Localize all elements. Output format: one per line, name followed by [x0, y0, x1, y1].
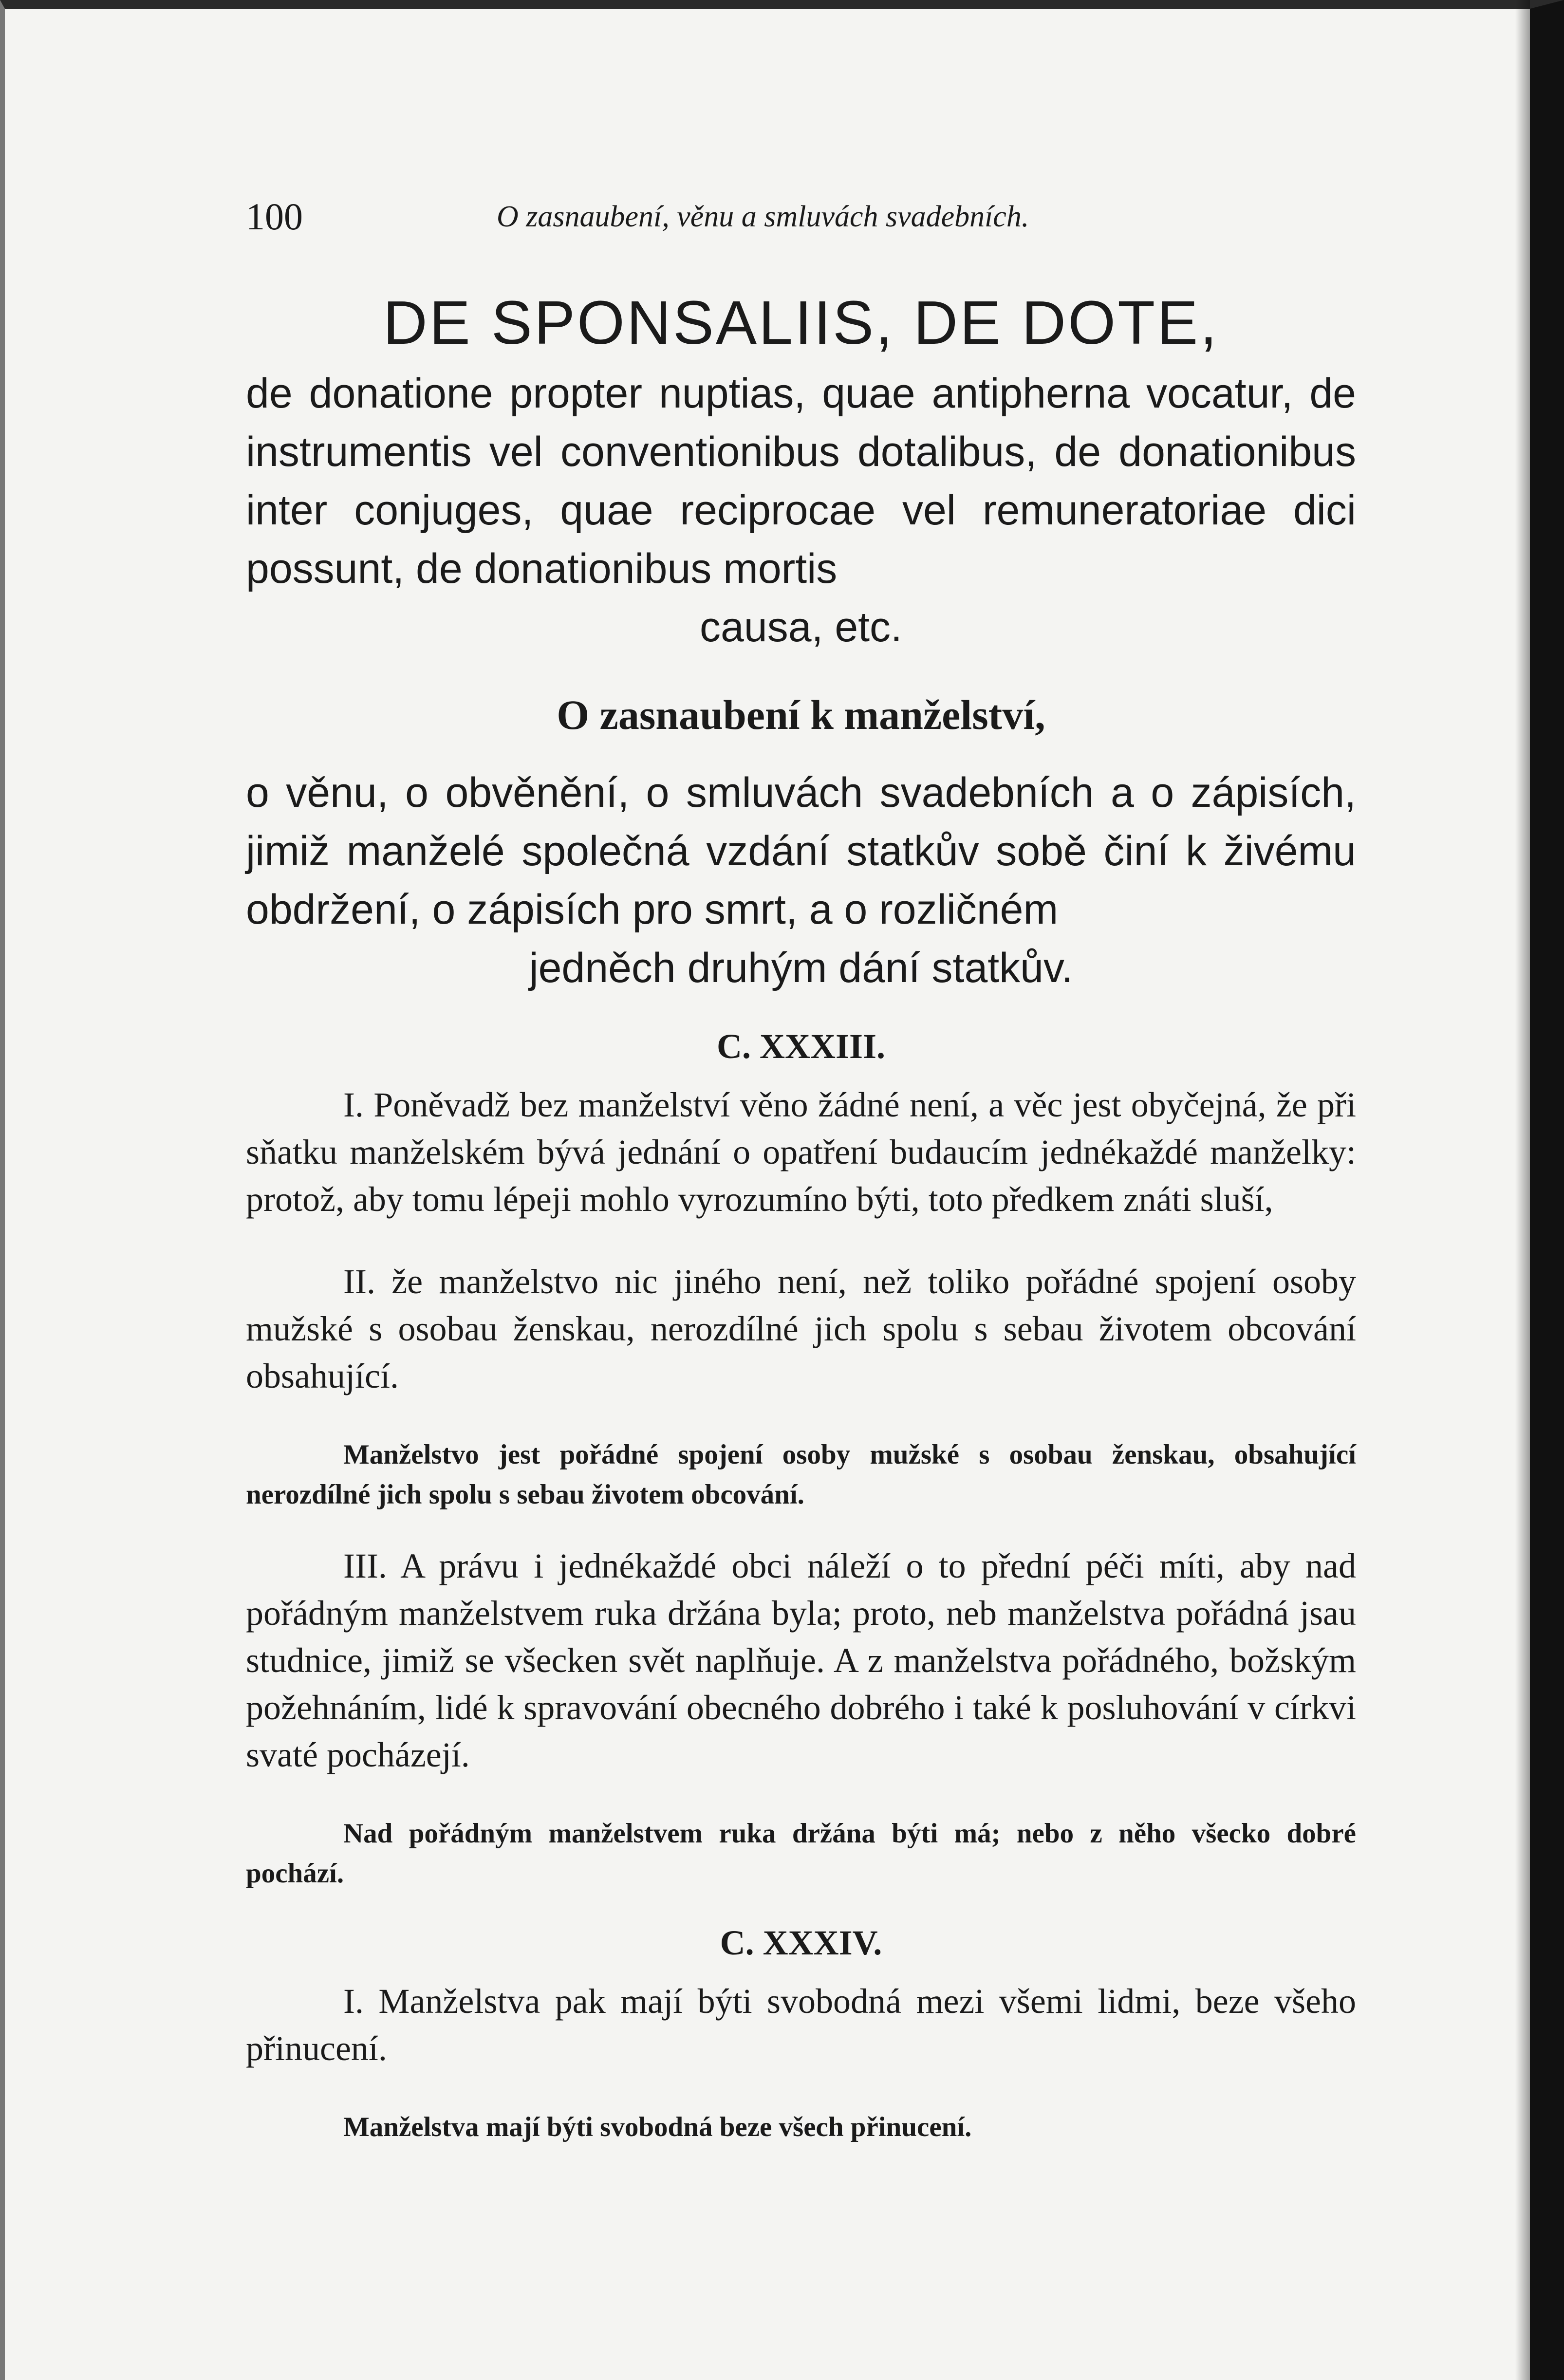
marginal-note: Manželstva mají býti svobodná beze všech přinucení. [343, 2112, 972, 2142]
section-heading: C. XXXIV. [720, 1923, 882, 1962]
main-title: DE SPONSALIIS, DE DOTE, [383, 288, 1219, 357]
page-number: 100 [246, 195, 303, 238]
paragraph: II. že manželstvo nic jiného není, než toliko pořádné spojení osoby mužské s osobau ženskau, nerozdílné jich spolu s sebau životem obcování obsahující. [246, 1262, 1356, 1395]
marginal-note: Manželstvo jest pořádné spojení osoby mužské s osobau ženskau, obsahující nerozdílné jich spolu s sebau životem obcování. [246, 1439, 1356, 1510]
paragraph: III. A právu i jednékaždé obci náleží o to přední péči míti, aby nad pořádným manželstvem ruka držána byla; proto, neb manželstva pořádná jsau studnice, jimiž se všecken svět naplňuje. A z manželstva pořádného, božským požehnáním, lidé k spravování obecného dobrého i také k posluhování v církvi svaté pocházejí. [246, 1546, 1356, 1774]
running-title: O zasnaubení, věnu a smluvách svadebních. [497, 200, 1029, 233]
paragraph: I. Poněvadž bez manželství věno žádné není, a věc jest obyčejná, že při sňatku manželském bývá jednání o opatření budaucím jednékaždé manželky: protož, aby tomu lépeji mohlo vyrozumíno býti, toto předkem znáti sluší, [246, 1085, 1356, 1219]
page-content [246, 185, 1356, 2175]
latin-subtitle-last-line: causa, etc. [700, 604, 902, 651]
marginal-note: Nad pořádným manželstvem ruka držána býti má; nebo z něho všecko dobré pochází. [246, 1818, 1356, 1889]
latin-subtitle: de donatione propter nuptias, quae antipherna vocatur, de instrumentis vel conventionibus dotalibus, de donationibus inter conjuges, quae reciprocae vel remuneratoriae dici possunt, de donationibus mortis [246, 370, 1356, 592]
czech-subtitle-last-line: jedněch druhým dání statkův. [529, 945, 1073, 991]
czech-title: O zasnaubení k manželství, [557, 691, 1045, 738]
page-header [246, 185, 1356, 243]
page-edge-shadow [1515, 0, 1530, 2380]
czech-subtitle: o věnu, o obvěnění, o smluvách svadebních a o zápisích, jimiž manželé společná vzdání statkův sobě činí k živému obdržení, o zápisích pro smrt, a o rozličném [246, 769, 1356, 933]
paragraph: I. Manželstva pak mají býti svobodná mezi všemi lidmi, beze všeho přinucení. [246, 1982, 1356, 2068]
section-heading: C. XXXIII. [716, 1027, 886, 1066]
